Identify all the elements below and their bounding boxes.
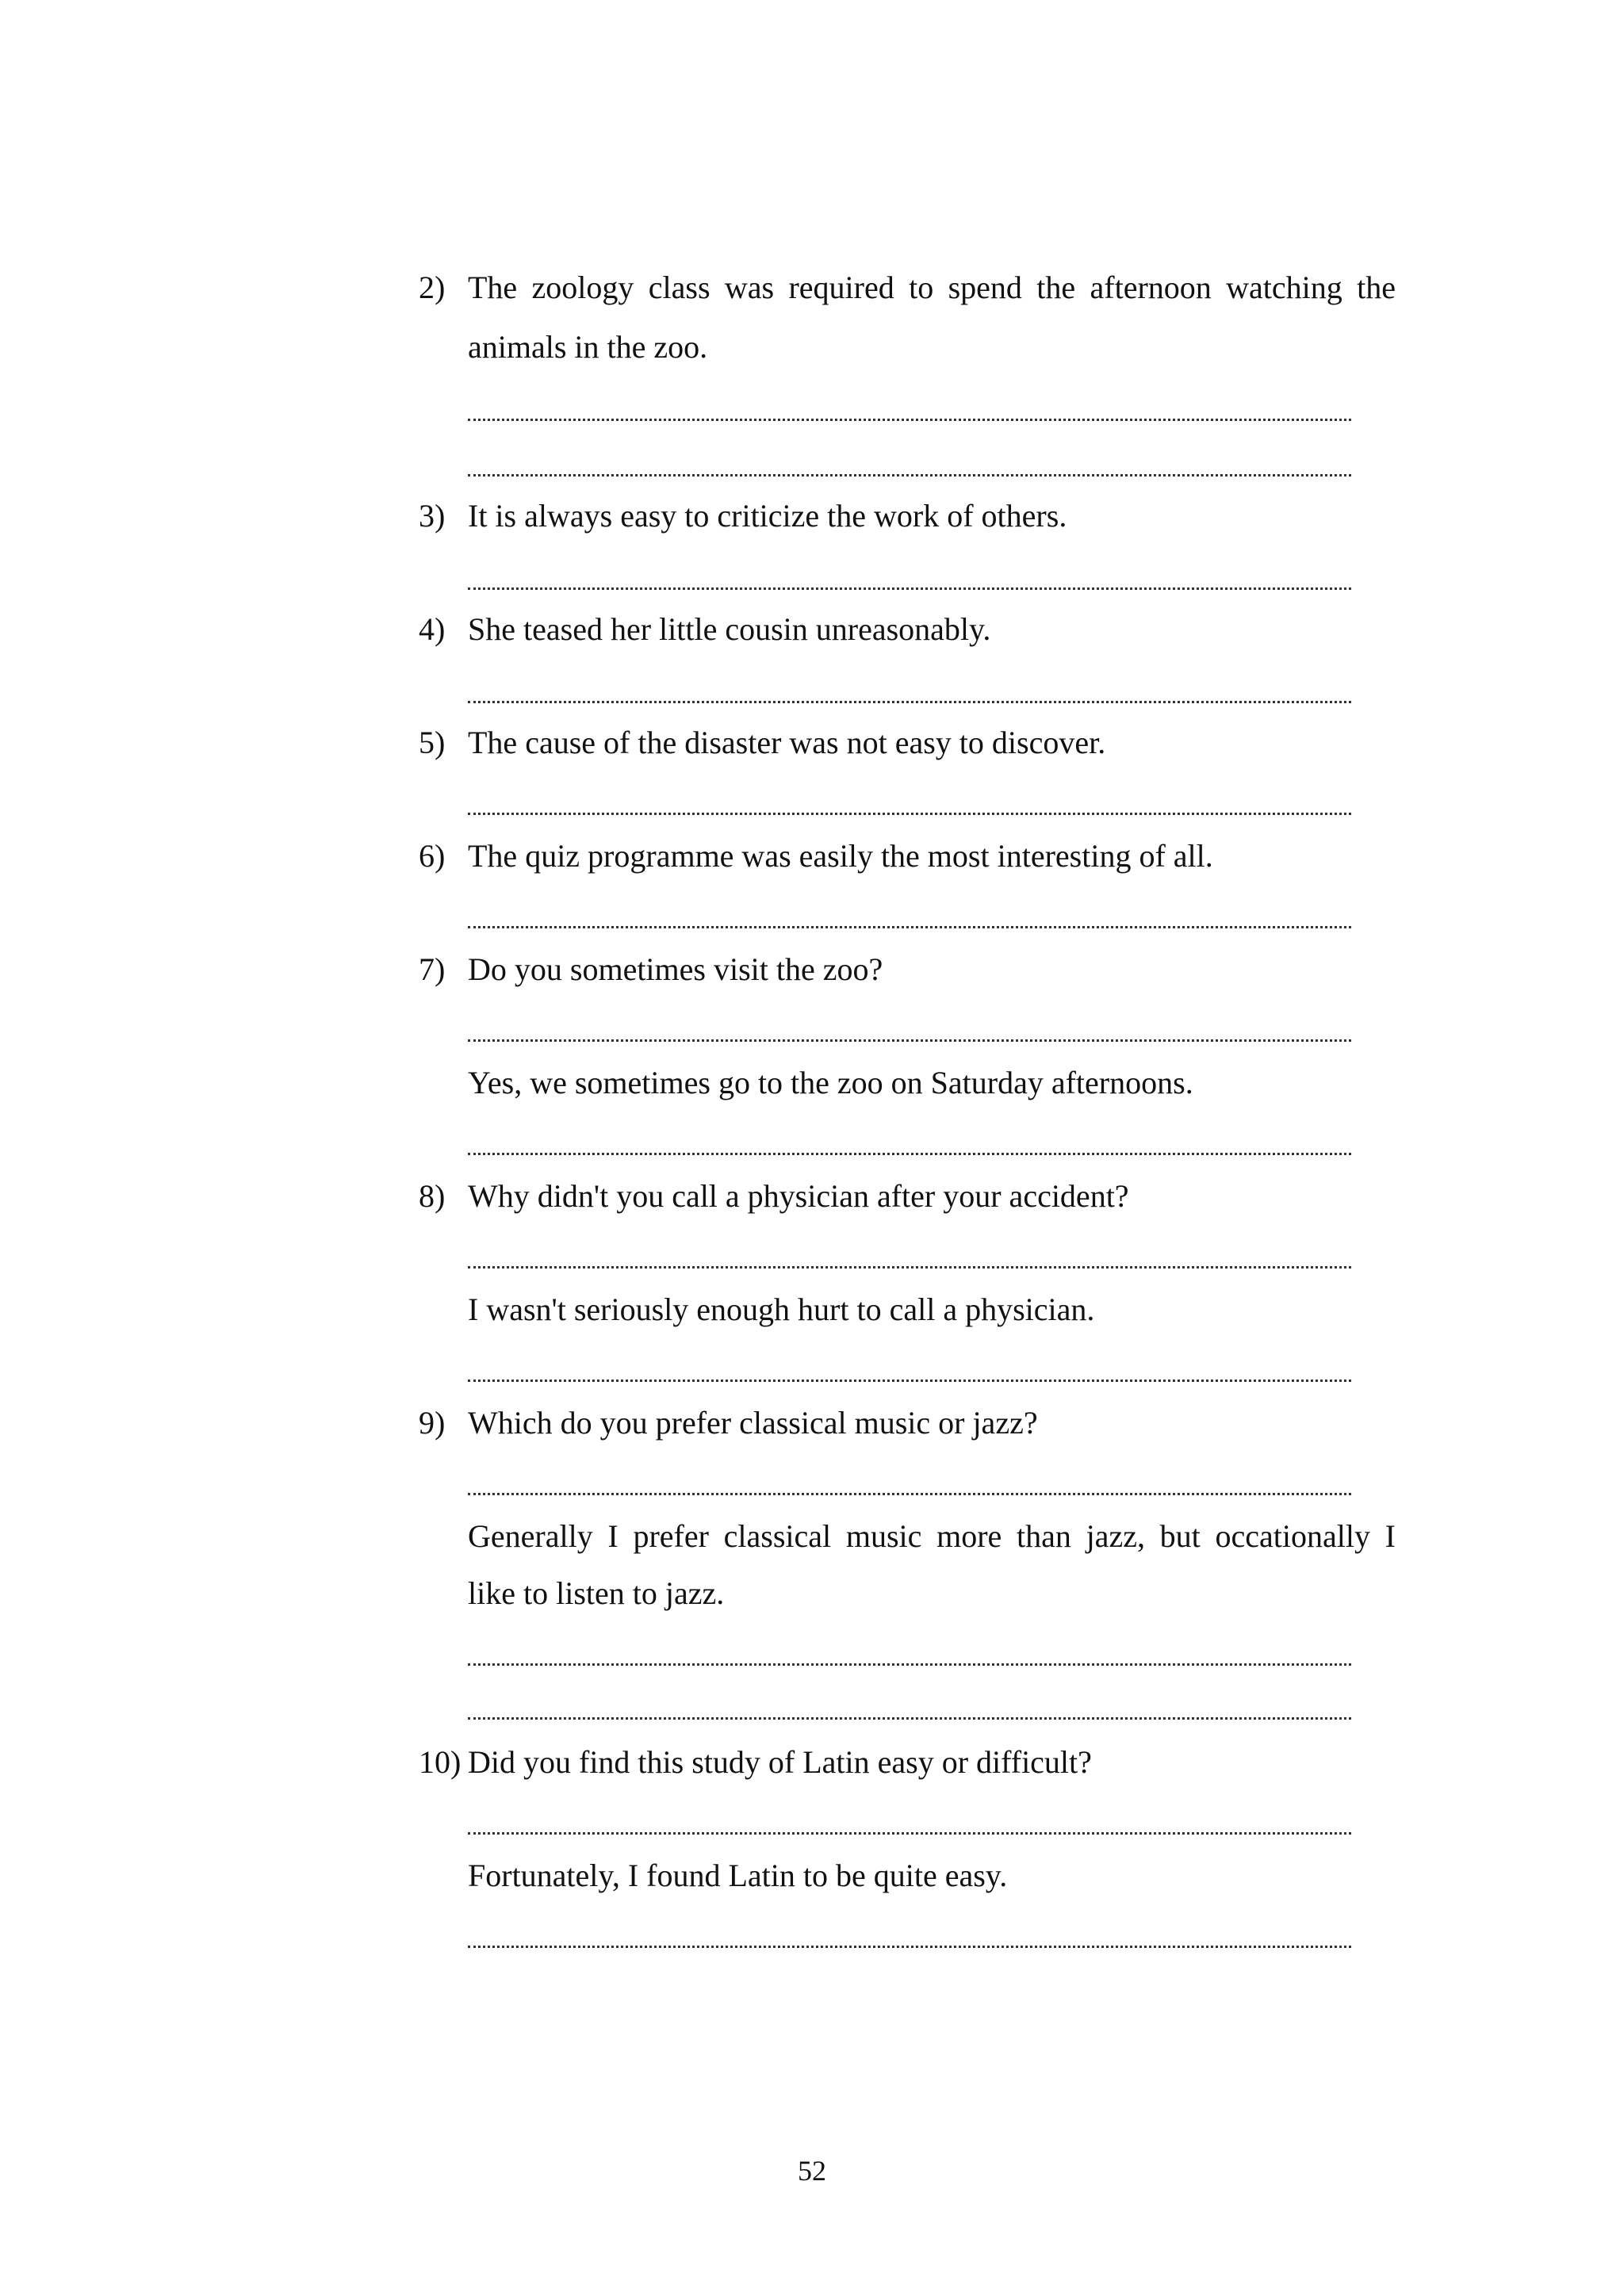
answer-line[interactable] [468, 1717, 1351, 1720]
item-number: 3) [419, 498, 446, 534]
answer-line[interactable] [468, 1039, 1351, 1042]
item-question-line-1: The zoology class was required to spend the afternoon watching the [468, 270, 1396, 305]
answer-line[interactable] [468, 926, 1351, 928]
answer-line[interactable] [468, 1663, 1351, 1666]
answer-line[interactable] [468, 587, 1351, 590]
answer-line[interactable] [468, 813, 1351, 815]
item-question: Do you sometimes visit the zoo? [468, 951, 883, 987]
item-question: The cause of the disaster was not easy to discover. [468, 725, 1106, 760]
answer-line[interactable] [468, 701, 1351, 703]
answer-line[interactable] [468, 1832, 1351, 1835]
item-question: The quiz programme was easily the most interesting of all. [468, 838, 1213, 874]
item-question: Did you find this study of Latin easy or difficult? [468, 1744, 1092, 1780]
item-number: 7) [419, 951, 446, 987]
item-number: 4) [419, 611, 446, 647]
item-answer: I wasn't seriously enough hurt to call a physician. [468, 1292, 1095, 1327]
item-number: 5) [419, 725, 446, 760]
item-answer-line-1: Generally I prefer classical music more than jazz, but occationally I [468, 1518, 1396, 1554]
item-number: 2) [419, 270, 446, 305]
item-answer: Yes, we sometimes go to the zoo on Saturday afternoons. [468, 1065, 1193, 1100]
item-number: 10) [419, 1744, 462, 1780]
answer-line[interactable] [468, 1153, 1351, 1155]
item-number: 8) [419, 1178, 446, 1214]
item-question-line-2: animals in the zoo. [468, 329, 708, 365]
page-number: 52 [798, 2155, 826, 2187]
answer-line[interactable] [468, 1946, 1351, 1948]
item-question: It is always easy to criticize the work of others. [468, 498, 1067, 534]
item-question: She teased her little cousin unreasonably. [468, 611, 991, 647]
item-number: 6) [419, 838, 446, 874]
item-answer: Fortunately, I found Latin to be quite easy. [468, 1858, 1008, 1893]
answer-line[interactable] [468, 419, 1351, 421]
item-question: Why didn't you call a physician after your accident? [468, 1178, 1129, 1214]
item-answer-line-2: like to listen to jazz. [468, 1575, 725, 1611]
answer-line[interactable] [468, 1266, 1351, 1269]
answer-line[interactable] [468, 474, 1351, 476]
item-question: Which do you prefer classical music or jazz? [468, 1405, 1038, 1441]
item-number: 9) [419, 1405, 446, 1441]
answer-line[interactable] [468, 1493, 1351, 1495]
answer-line[interactable] [468, 1380, 1351, 1382]
